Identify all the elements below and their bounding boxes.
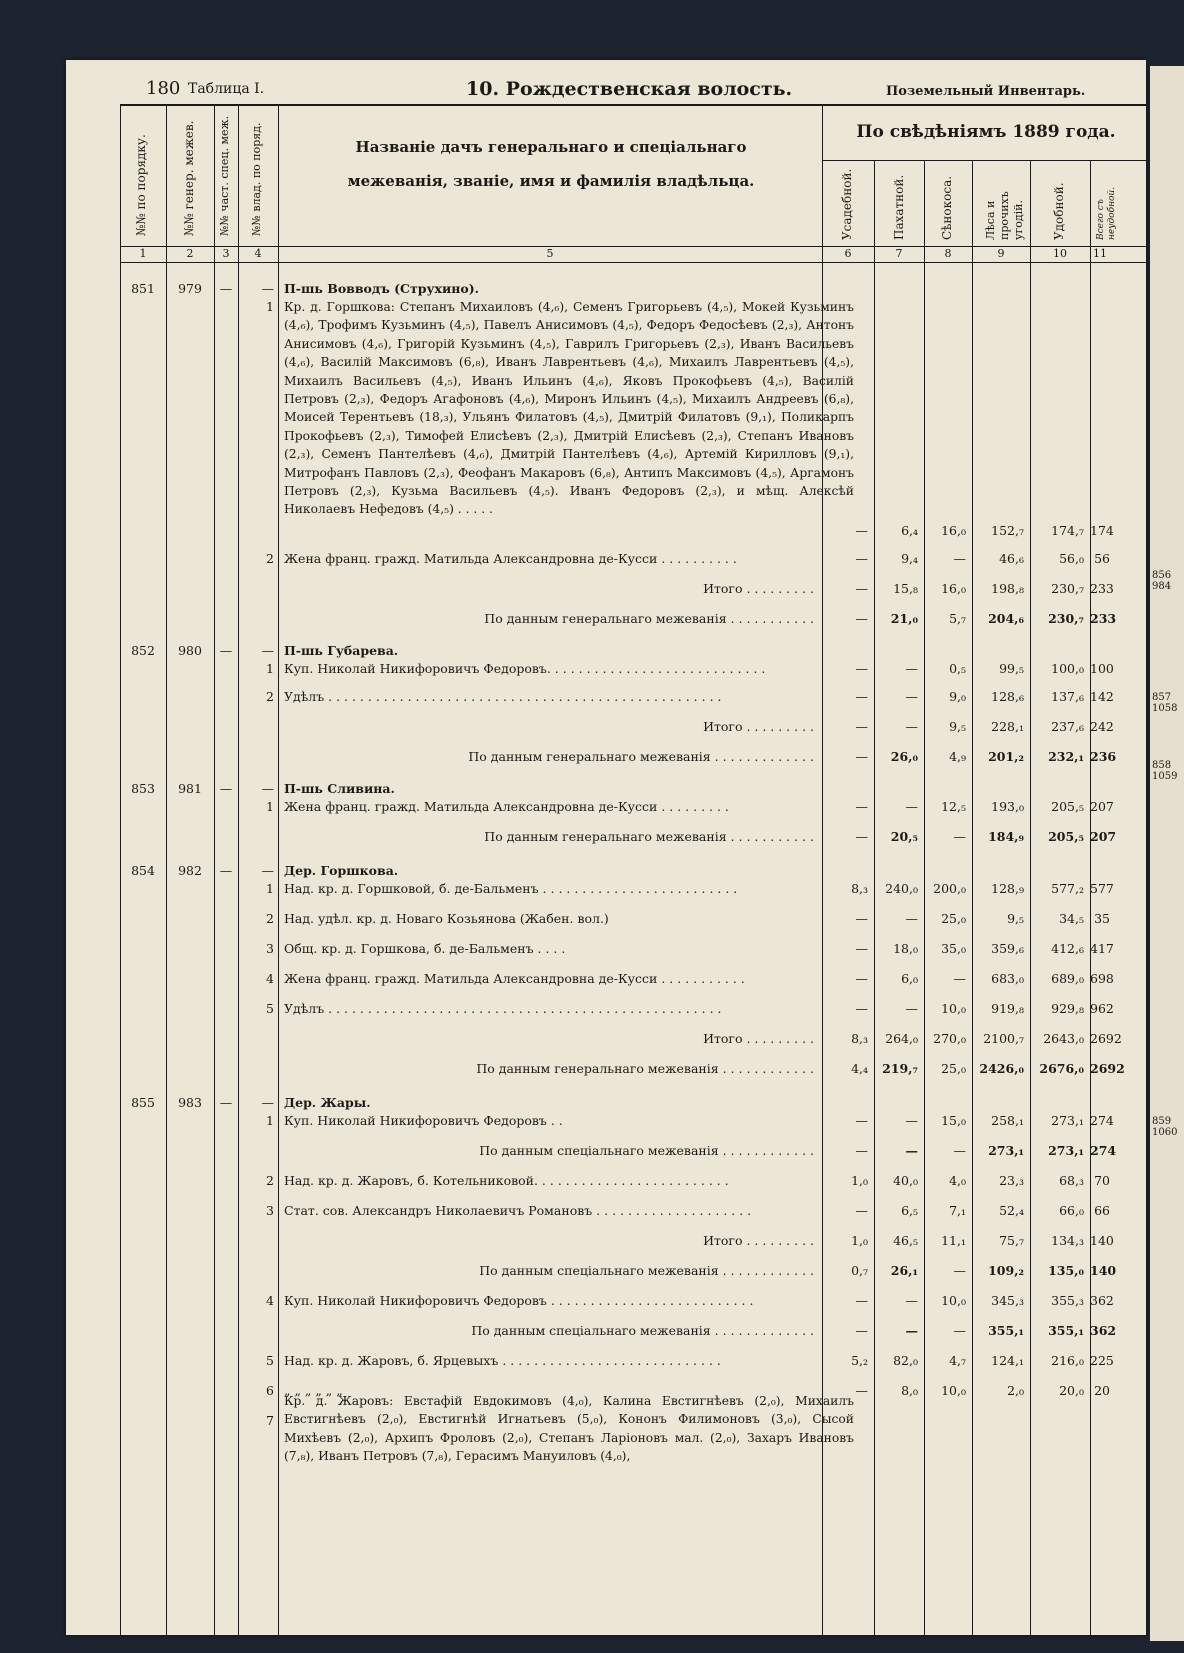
value-v10: 577,₂	[1051, 881, 1084, 896]
table-row	[66, 608, 1146, 630]
owner-name: Куп. Николай Никифоровичъ Федоровъ . .	[284, 1113, 563, 1128]
adjacent-page-number: 859 1060	[1152, 1116, 1178, 1138]
value-v8: —	[953, 551, 966, 566]
value-v10: 100,₀	[1051, 661, 1084, 676]
value-v7: —	[905, 1323, 918, 1338]
value-v6: 1,₀	[851, 1233, 868, 1248]
value-v7: 219,₇	[882, 1061, 918, 1076]
owner-number: —	[261, 643, 274, 658]
value-v11: 140	[1090, 1233, 1114, 1248]
value-v8: 270,₀	[933, 1031, 966, 1046]
owner-name: Куп. Николай Никифоровичъ Федоровъ . . . . . . . . . . . . . . . . . . . . . . . . . .	[284, 1293, 754, 1308]
value-v9: 2100,₇	[983, 1031, 1024, 1046]
owner-number: —	[261, 863, 274, 878]
owner-name: По данным спеціальнаго межеванія . . . . . . . . . . . .	[479, 1263, 814, 1278]
value-v9: 2426,₀	[979, 1061, 1024, 1076]
value-v9: 184,₉	[988, 829, 1024, 844]
value-v8: 4,₇	[949, 1353, 966, 1368]
value-v8: 4,₀	[949, 1173, 966, 1188]
owner-number: —	[261, 781, 274, 796]
owners-list-851: Кр. д. Горшкова: Степанъ Михаиловъ (4,₆), Семенъ Григорьевъ (4,₅), Мокей Кузьминъ (4,₆), Трофимъ Кузьминъ (4,₅), Павелъ Анисимовъ (4,₅), Федоръ Федосѣевъ (2,₃), Антонъ Анисимовъ (4,₆), Григорій Кузьминъ (4,₅), Гаврилъ Григорьевъ (2,₃), Иванъ Васильевъ (4,₆), Василій Максимовъ (6,₈), Иванъ Лаврентьевъ (4,₆), Михаилъ Лаврентьевъ (4,₅), Михаилъ Васильевъ (4,₅), Иванъ Ильинъ (4,₆), Яковъ Прокофьевъ (4,₅), Василій Петровъ (2,₃), Федоръ Агафоновъ (4,₆), Миронъ Ильинъ (4,₅), Михаилъ Андреевъ (6,₈), Моисей Терентьевъ (18,₃), Ульянъ Филатовъ (4,₅), Дмитрій Филатовъ (9,₁), Поликарпъ Прокофьевъ (2,₃), Тимофей Елисѣевъ (2,₃), Дмитрій Елисѣевъ (2,₃), Степанъ Ивановъ (2,₃), Семенъ Пантелѣевъ (4,₆), Дмитрій Пантелѣевъ (4,₆), Артемій Кирилловъ (9,₁), Митрофанъ Павловъ (2,₃), Феофанъ Макаровъ (6,₈), Антипъ Максимовъ (4,₅), Аргамонъ Петровъ (2,₃), Кузьма Васильевъ (4,₅). Иванъ Федоровъ (2,₃), и мѣщ. Алексѣй Николаевъ Нефедовъ (4,₅) . . . . .	[284, 300, 854, 517]
page-number: 180	[146, 78, 181, 99]
special-survey-number: —	[219, 781, 233, 796]
value-v8: 9,₅	[949, 719, 966, 734]
adjacent-page-edge	[1150, 66, 1184, 1641]
column-number: 9	[997, 247, 1005, 260]
value-v6: —	[855, 661, 868, 676]
owner-number: 2	[266, 911, 274, 926]
value-v10: 355,₃	[1051, 1293, 1084, 1308]
table-row	[66, 1260, 1146, 1282]
value-v8: —	[953, 1143, 966, 1158]
value-v7: 6,₀	[901, 971, 918, 986]
value-v11: 174	[1090, 523, 1114, 538]
value-v7: 15,₈	[893, 581, 918, 596]
column-number: 2	[186, 247, 194, 260]
value-v9: 258,₁	[991, 1113, 1024, 1128]
value-v11: 362	[1090, 1293, 1114, 1308]
adjacent-page-number: 858 1059	[1152, 760, 1178, 782]
owner-name: П-шь Губарева.	[284, 643, 399, 658]
owner-number: —	[261, 1095, 274, 1110]
value-v7: 6,₄	[901, 523, 918, 538]
value-v11: 20	[1094, 1383, 1110, 1398]
table-row	[66, 796, 1146, 818]
owner-name: По данным спеціальнаго межеванія . . . . . . . . . . . . .	[471, 1323, 814, 1338]
value-v7: —	[905, 719, 918, 734]
table-row	[66, 686, 1146, 708]
column-number: 8	[944, 247, 952, 260]
value-v8: 11,₁	[941, 1233, 966, 1248]
value-v11: 70	[1094, 1173, 1110, 1188]
value-v11: 66	[1094, 1203, 1110, 1218]
value-v11: 35	[1094, 911, 1110, 926]
owner-name: П-шь Сливина.	[284, 781, 395, 796]
value-v9: 99,₅	[999, 661, 1024, 676]
value-v11: 2692	[1090, 1061, 1125, 1076]
adjacent-page-number: 856 984	[1152, 570, 1172, 592]
value-v9: 198,₈	[991, 581, 1024, 596]
owner-name: Жена франц. гражд. Матильда Александровна де-Кусси . . . . . . . . . .	[284, 551, 737, 566]
general-survey-number: 980	[178, 643, 202, 658]
value-v8: 10,₀	[941, 1001, 966, 1016]
value-v7: —	[905, 689, 918, 704]
value-v8: 9,₀	[949, 689, 966, 704]
value-v7: 20,₅	[890, 829, 918, 844]
value-v9: 228,₁	[991, 719, 1024, 734]
value-v10: 56,₀	[1059, 551, 1084, 566]
value-v11: 233	[1090, 581, 1114, 596]
owner-name: Итого . . . . . . . . .	[703, 1233, 814, 1248]
value-v10: 174,₇	[1051, 523, 1084, 538]
column-number: 6	[844, 247, 852, 260]
column-number: 1	[139, 247, 147, 260]
col-header-3: №№ част. спец. меж.	[218, 115, 231, 236]
owner-name: По данным генеральнаго межеванія . . . . . . . . . . .	[484, 829, 814, 844]
owner-number: 3	[266, 941, 274, 956]
adjacent-page-number: 857 1058	[1152, 692, 1178, 714]
owner-name: Над. кр. д. Жаровъ, б. Котельниковой. . . . . . . . . . . . . . . . . . . . . . . . .	[284, 1173, 729, 1188]
owner-name: П-шь Вовводъ (Струхино).	[284, 281, 479, 296]
table-row	[66, 968, 1146, 990]
value-v11: 362	[1090, 1323, 1117, 1338]
owner-name: По данным генеральнаго межеванія . . . . . . . . . . . . .	[468, 749, 814, 764]
value-v8: —	[953, 971, 966, 986]
value-v10: 2643,₀	[1043, 1031, 1084, 1046]
value-v6: —	[855, 1293, 868, 1308]
owner-number: 6	[266, 1383, 274, 1398]
column-number: 5	[546, 247, 554, 260]
value-v11: 56	[1094, 551, 1110, 566]
column-number: 10	[1053, 247, 1067, 260]
row-number: 851	[131, 281, 155, 296]
value-v9: 46,₆	[999, 551, 1024, 566]
owner-name: Удѣлъ . . . . . . . . . . . . . . . . . . . . . . . . . . . . . . . . . . . . . . . . . . . . . . . . . .	[284, 689, 722, 704]
value-v8: 200,₀	[933, 881, 966, 896]
value-v11: 417	[1090, 941, 1114, 956]
value-v6: —	[855, 941, 868, 956]
value-v9: 273,₁	[988, 1143, 1024, 1158]
col-header-4: №№ влад. по поряд.	[250, 122, 263, 236]
table-row	[66, 1350, 1146, 1372]
owner-name: По данным генеральнаго межеванія . . . . . . . . . . . .	[476, 1061, 814, 1076]
value-v7: —	[905, 799, 918, 814]
column-number: 4	[254, 247, 262, 260]
value-v11: 225	[1090, 1353, 1114, 1368]
row-number: 852	[131, 643, 155, 658]
value-v9: 128,₆	[991, 689, 1024, 704]
value-v6: —	[855, 581, 868, 596]
col-group-header: По свѣдѣніямъ 1889 года.	[856, 122, 1116, 142]
value-v6: —	[855, 1001, 868, 1016]
value-v10: 273,₁	[1048, 1143, 1084, 1158]
owner-name: Итого . . . . . . . . .	[703, 719, 814, 734]
table-row	[66, 746, 1146, 768]
value-v9: 75,₇	[999, 1233, 1024, 1248]
table-row	[66, 878, 1146, 900]
value-v10: 355,₁	[1048, 1323, 1084, 1338]
owner-name: По данным спеціальнаго межеванія . . . . . . . . . . . .	[479, 1143, 814, 1158]
table-row	[66, 1110, 1146, 1132]
owner-name: Удѣлъ . . . . . . . . . . . . . . . . . . . . . . . . . . . . . . . . . . . . . . . . . . . . . . . . . .	[284, 1001, 722, 1016]
row-number: 855	[131, 1095, 155, 1110]
table-row	[66, 998, 1146, 1020]
owner-name: Итого . . . . . . . . .	[703, 1031, 814, 1046]
value-v8: 35,₀	[941, 941, 966, 956]
value-v8: 12,₅	[941, 799, 966, 814]
owner-name: Стат. сов. Александръ Николаевичъ Романовъ . . . . . . . . . . . . . . . . . . . .	[284, 1203, 752, 1218]
owner-number: 1	[266, 881, 274, 896]
owner-number: 1	[266, 299, 274, 314]
value-v8: —	[953, 1323, 966, 1338]
column-number: 3	[222, 247, 230, 260]
special-survey-number: —	[219, 281, 233, 296]
value-v11: 274	[1090, 1113, 1114, 1128]
value-v7: 82,₀	[893, 1353, 918, 1368]
col-header-6: Усадебной.	[840, 168, 854, 240]
value-v7: —	[905, 661, 918, 676]
column-number: 11	[1093, 247, 1107, 260]
value-v10: 412,₆	[1051, 941, 1084, 956]
value-v9: 152,₇	[991, 523, 1024, 538]
value-v6: —	[855, 1143, 868, 1158]
value-v9: 128,₉	[991, 881, 1024, 896]
ledger-page	[66, 60, 1146, 1635]
table-row	[66, 1230, 1146, 1252]
value-v6: —	[855, 689, 868, 704]
value-v9: 2,₀	[1007, 1383, 1024, 1398]
value-v10: 230,₇	[1048, 611, 1084, 626]
value-v9: 124,₁	[991, 1353, 1024, 1368]
table-row	[66, 716, 1146, 738]
value-v6: —	[855, 799, 868, 814]
owner-name: „ „ „ „ „ „	[284, 1383, 343, 1398]
value-v6: 4,₄	[851, 1061, 868, 1076]
row-number: 853	[131, 781, 155, 796]
col-header-9: Лѣса и прочихъ угодій.	[984, 191, 1025, 240]
value-v10: 205,₅	[1051, 799, 1084, 814]
page-title: 10. Рождественская волость.	[466, 78, 793, 100]
table-label: Таблица I.	[188, 81, 265, 97]
value-v9: 9,₅	[1007, 911, 1024, 926]
value-v8: 16,₀	[941, 581, 966, 596]
value-v8: 25,₀	[941, 911, 966, 926]
value-v6: —	[855, 719, 868, 734]
table-row	[66, 908, 1146, 930]
value-v10: 237,₆	[1051, 719, 1084, 734]
value-v7: 9,₄	[901, 551, 918, 566]
value-v7: —	[905, 911, 918, 926]
owner-name: Над. кр. д. Горшковой, б. де-Бальменъ . . . . . . . . . . . . . . . . . . . . . . . . .	[284, 881, 738, 896]
value-v6: —	[855, 1323, 868, 1338]
value-v11: 962	[1090, 1001, 1114, 1016]
table-row	[66, 1290, 1146, 1312]
value-v11: 207	[1090, 829, 1117, 844]
col-header-7: Пахатной.	[892, 174, 906, 240]
owner-number: 2	[266, 551, 274, 566]
general-survey-number: 979	[178, 281, 202, 296]
table-row	[66, 1028, 1146, 1050]
table-row	[66, 1200, 1146, 1222]
col-header-8: Сѣнокоса.	[940, 175, 954, 240]
col-header-name: Названіе дачъ генеральнаго и спеціальнаго межеванія, званіе, имя и фамилія владѣльца.	[347, 138, 755, 190]
value-v10: 34,₅	[1059, 911, 1084, 926]
owner-number: 2	[266, 1173, 274, 1188]
value-v11: 698	[1090, 971, 1114, 986]
owner-number: 5	[266, 1001, 274, 1016]
value-v6: 8,₃	[851, 881, 868, 896]
row-number: 854	[131, 863, 155, 878]
value-v10: 68,₃	[1059, 1173, 1084, 1188]
value-v6: —	[855, 1203, 868, 1218]
value-v9: 345,₃	[991, 1293, 1024, 1308]
value-v7: 46,₅	[893, 1233, 918, 1248]
owner-number: 7	[266, 1413, 274, 1428]
value-v8: 10,₀	[941, 1293, 966, 1308]
value-v7: —	[905, 1143, 918, 1158]
value-v8: 4,₉	[949, 749, 966, 764]
owner-number: —	[261, 281, 274, 296]
value-v8: —	[953, 1263, 966, 1278]
value-v10: 2676,₀	[1039, 1061, 1084, 1076]
table-row	[66, 520, 1146, 542]
value-v6: 8,₃	[851, 1031, 868, 1046]
table-row	[66, 1320, 1146, 1342]
value-v10: 66,₀	[1059, 1203, 1084, 1218]
owner-name: По данным генеральнаго межеванія . . . . . . . . . . .	[484, 611, 814, 626]
value-v8: 16,₀	[941, 523, 966, 538]
general-survey-number: 981	[178, 781, 202, 796]
table-row	[66, 1170, 1146, 1192]
owner-name: Дер. Жары.	[284, 1095, 371, 1110]
owner-number: 2	[266, 689, 274, 704]
value-v6: —	[855, 1113, 868, 1128]
value-v7: 8,₀	[901, 1383, 918, 1398]
value-v6: —	[855, 523, 868, 538]
table-row	[66, 658, 1146, 680]
owner-name: Дер. Горшкова.	[284, 863, 399, 878]
value-v6: —	[855, 749, 868, 764]
owner-number: 4	[266, 971, 274, 986]
value-v9: 52,₄	[999, 1203, 1024, 1218]
value-v10: 137,₆	[1051, 689, 1084, 704]
header-right: Поземельный Инвентарь.	[886, 84, 1086, 99]
col-header-2: №№ генер. межев.	[182, 120, 196, 236]
value-v7: 240,₀	[885, 881, 918, 896]
owner-name: Жена франц. гражд. Матильда Александровна де-Кусси . . . . . . . . .	[284, 799, 729, 814]
value-v9: 193,₀	[991, 799, 1024, 814]
value-v9: 359,₆	[991, 941, 1024, 956]
value-v7: —	[905, 1001, 918, 1016]
value-v9: 355,₁	[988, 1323, 1024, 1338]
value-v9: 23,₃	[999, 1173, 1024, 1188]
owner-name: Итого . . . . . . . . .	[703, 581, 814, 596]
col-header-1: №№ по порядку.	[134, 134, 148, 236]
value-v10: 689,₀	[1051, 971, 1084, 986]
value-v6: —	[855, 611, 868, 626]
owner-name: Общ. кр. д. Горшкова, б. де-Бальменъ . . . .	[284, 941, 566, 956]
table-row	[66, 1140, 1146, 1162]
special-survey-number: —	[219, 1095, 233, 1110]
special-survey-number: —	[219, 863, 233, 878]
general-survey-number: 983	[178, 1095, 202, 1110]
value-v11: 140	[1090, 1263, 1117, 1278]
value-v11: 274	[1090, 1143, 1117, 1158]
owner-name: Жена франц. гражд. Матильда Александровна де-Кусси . . . . . . . . . . .	[284, 971, 745, 986]
owner-name: Над. кр. д. Жаровъ, б. Ярцевыхъ . . . . . . . . . . . . . . . . . . . . . . . . . . . .	[284, 1353, 721, 1368]
value-v11: 233	[1090, 611, 1117, 626]
value-v6: 1,₀	[851, 1173, 868, 1188]
owner-number: 4	[266, 1293, 274, 1308]
general-survey-number: 982	[178, 863, 202, 878]
value-v10: 230,₇	[1051, 581, 1084, 596]
value-v8: 15,₀	[941, 1113, 966, 1128]
value-v9: 919,₈	[991, 1001, 1024, 1016]
value-v11: 2692	[1090, 1031, 1122, 1046]
value-v10: 216,₀	[1051, 1353, 1084, 1368]
col-header-10: Удобной.	[1052, 182, 1066, 240]
value-v10: 273,₁	[1051, 1113, 1084, 1128]
value-v11: 207	[1090, 799, 1114, 814]
value-v7: 40,₀	[893, 1173, 918, 1188]
table-row	[66, 578, 1146, 600]
value-v6: —	[855, 551, 868, 566]
value-v6: —	[855, 1383, 868, 1398]
value-v7: 18,₀	[893, 941, 918, 956]
value-v10: 232,₁	[1048, 749, 1084, 764]
value-v7: —	[905, 1113, 918, 1128]
value-v8: 25,₀	[941, 1061, 966, 1076]
owner-number: 5	[266, 1353, 274, 1368]
value-v9: 109,₂	[988, 1263, 1024, 1278]
col-header-11: Всего съ неудобной.	[1096, 186, 1117, 240]
value-v7: 21,₀	[890, 611, 918, 626]
value-v10: 135,₀	[1048, 1263, 1084, 1278]
owner-number: 1	[266, 1113, 274, 1128]
table-row	[66, 826, 1146, 848]
value-v7: 26,₀	[890, 749, 918, 764]
value-v10: 134,₃	[1051, 1233, 1084, 1248]
value-v9: 204,₆	[988, 611, 1024, 626]
owner-number: 1	[266, 661, 274, 676]
owner-name: Над. удѣл. кр. д. Новаго Козьянова (Жабен. вол.)	[284, 911, 609, 926]
value-v11: 577	[1090, 881, 1114, 896]
value-v6: 0,₇	[851, 1263, 868, 1278]
value-v8: 0,₅	[949, 661, 966, 676]
value-v11: 142	[1090, 689, 1114, 704]
value-v6: —	[855, 829, 868, 844]
column-number: 7	[895, 247, 903, 260]
table-row	[66, 548, 1146, 570]
value-v10: 929,₈	[1051, 1001, 1084, 1016]
value-v9: 683,₀	[991, 971, 1024, 986]
value-v10: 20,₀	[1059, 1383, 1084, 1398]
owner-number: 1	[266, 799, 274, 814]
value-v8: —	[953, 829, 966, 844]
value-v6: 5,₂	[851, 1353, 868, 1368]
table-row	[66, 938, 1146, 960]
value-v7: —	[905, 1293, 918, 1308]
table-row	[66, 1058, 1146, 1080]
owner-number: 3	[266, 1203, 274, 1218]
value-v8: 10,₀	[941, 1383, 966, 1398]
special-survey-number: —	[219, 643, 233, 658]
value-v10: 205,₅	[1048, 829, 1084, 844]
value-v7: 26,₁	[890, 1263, 918, 1278]
value-v8: 7,₁	[949, 1203, 966, 1218]
value-v6: —	[855, 911, 868, 926]
value-v9: 201,₂	[988, 749, 1024, 764]
owners-list-855-7: Кр. д. Жаровъ: Евстафій Евдокимовъ (4,₀), Калина Евстигнѣевъ (2,₀), Михаилъ Евстигнѣевъ (2,₀), Евстигнѣй Игнатьевъ (5,₀), Кононъ Филимоновъ (3,₀), Сысой Михѣевъ (2,₀), Архипъ Фроловъ (2,₀), Степанъ Ларіоновъ мал. (2,₀), Захаръ Ивановъ (7,₈), Иванъ Петровъ (7,₈), Герасимъ Мануиловъ (4,₀),	[284, 1394, 854, 1464]
owner-name: Куп. Николай Никифоровичъ Федоровъ. . . . . . . . . . . . . . . . . . . . . . . . . . . .	[284, 661, 766, 676]
value-v11: 236	[1090, 749, 1117, 764]
value-v6: —	[855, 971, 868, 986]
value-v11: 100	[1090, 661, 1114, 676]
value-v11: 242	[1090, 719, 1114, 734]
value-v7: 6,₅	[901, 1203, 918, 1218]
value-v8: 5,₇	[949, 611, 966, 626]
value-v7: 264,₀	[885, 1031, 918, 1046]
